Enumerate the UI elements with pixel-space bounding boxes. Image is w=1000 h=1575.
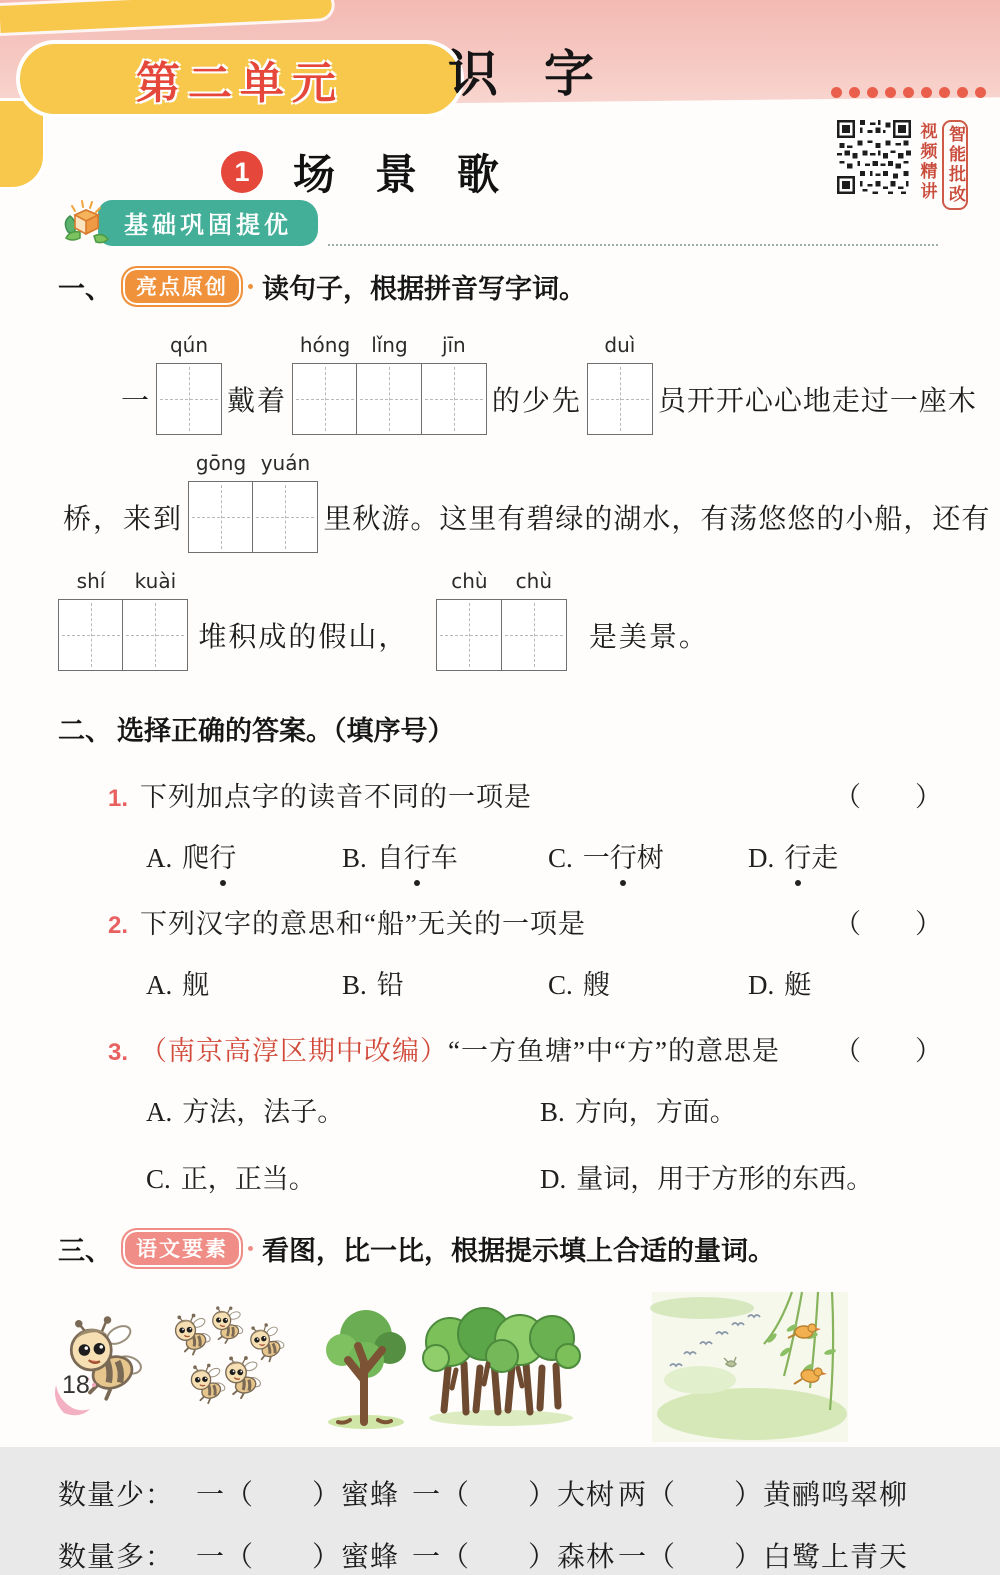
item-text: 下列汉字的意思和“船”无关的一项是 — [140, 909, 586, 939]
writing-grid-shi-kuai — [58, 569, 188, 671]
count-row-few — [58, 1473, 942, 1513]
page-number-text: 18 — [62, 1371, 90, 1399]
item-text: 下列加点字的读音不同的一项是 — [140, 782, 533, 812]
qr-caption-grading: 智能批改 — [942, 120, 968, 210]
category-row — [58, 198, 942, 248]
unit-badge-label: 第二单元 — [136, 59, 344, 108]
option-b: B. 方向，方面。 — [540, 1097, 737, 1127]
banner-title: 识字 — [448, 46, 640, 102]
section-badge: 基础巩固提优 — [98, 200, 318, 246]
page-number — [56, 1369, 108, 1413]
writing-grid-hong-ling-jin — [292, 333, 487, 435]
writing-grid-gong-yuan — [188, 451, 318, 553]
question-3-number: 三、 — [58, 1236, 112, 1266]
fill-item: 一（ ）大树 — [412, 1480, 616, 1511]
question-2-header — [58, 709, 942, 748]
pinyin-label: yuán — [260, 451, 311, 475]
writing-cell — [421, 333, 487, 435]
option-b: B. 自行车 — [342, 836, 548, 875]
option-a: A. 方法，法子。 — [146, 1097, 345, 1127]
option-d: D. 行走 — [748, 836, 942, 875]
pinyin-label: shí — [76, 569, 106, 593]
question-3-header — [58, 1228, 942, 1269]
count-row-many — [58, 1535, 942, 1575]
sentence-text: 是美景。 — [588, 622, 709, 653]
content — [0, 266, 1000, 1575]
sentence-text: 戴着 — [227, 386, 288, 417]
pinyin-label: jīn — [441, 333, 466, 357]
pinyin-label: hóng — [299, 333, 351, 357]
lesson-number-badge: 1 — [221, 151, 263, 193]
item-source: （南京高淳区期中改编） — [140, 1036, 449, 1066]
pinyin-label: chù — [515, 569, 552, 593]
writing-grid-qun — [156, 333, 222, 435]
sentence-text: 的少先 — [491, 386, 582, 417]
writing-grid-chu-chu — [436, 569, 566, 671]
writing-grid-dui — [587, 333, 653, 435]
orioles-willow-egrets-illustration — [652, 1292, 848, 1442]
badge-dot — [248, 284, 253, 289]
lesson-title: 场景歌 — [292, 153, 539, 199]
row-label: 数量少： — [58, 1480, 175, 1511]
fill-item: 一（ ）森林 — [412, 1542, 616, 1573]
decorative-dots — [831, 87, 986, 98]
option-a: A. 爬行 — [146, 836, 342, 875]
fill-item: 一（ ）白鹭上青天 — [618, 1542, 909, 1573]
page-header — [0, 0, 1000, 248]
pinyin-label: chù — [451, 569, 488, 593]
option-d: D. 艇 — [748, 970, 812, 1000]
writing-cell — [58, 569, 124, 671]
illustration-row — [58, 1291, 942, 1443]
q2-item-1-options — [146, 836, 942, 875]
question-1-prompt: 读句子，根据拼音写字词。 — [262, 274, 586, 304]
writing-cell — [292, 333, 358, 435]
lesson-title-row — [0, 142, 720, 202]
writing-cell — [188, 451, 254, 553]
qr-caption-video: 视频精讲 — [917, 122, 937, 202]
sentence-text: 一 — [121, 386, 152, 417]
pinyin-label: lǐng — [371, 333, 408, 357]
writing-cell — [436, 569, 502, 671]
fill-item: 两（ ）黄鹂鸣翠柳 — [618, 1480, 909, 1511]
item-text: “一方鱼塘”中“方”的意思是 — [448, 1036, 780, 1066]
sentence-text: 员开开心心地走过一座木 — [657, 386, 977, 417]
option-c: C. 正，正当。 — [146, 1164, 316, 1194]
q2-item-3-options — [146, 1090, 942, 1196]
fill-item: 一（ ）蜜蜂 — [196, 1480, 400, 1511]
option-c: C. 艘 — [548, 970, 610, 1000]
badge-dot — [248, 1246, 253, 1251]
q2-item-2 — [58, 902, 942, 941]
fill-item: 一（ ）蜜蜂 — [196, 1542, 400, 1573]
question-2-prompt: 选择正确的答案。（填序号） — [117, 716, 455, 746]
sentence-text: 桥，来到 — [63, 504, 184, 535]
option-b: B. 铅 — [342, 970, 404, 1000]
tree-illustration — [320, 1302, 412, 1432]
q1-sentence-line-1 — [58, 333, 977, 435]
question-1-header — [58, 266, 942, 307]
q1-sentence-line-2 — [58, 451, 991, 553]
writing-cell — [156, 333, 222, 435]
dotted-leader — [328, 244, 938, 246]
option-a: A. 舰 — [146, 970, 210, 1000]
writing-cell — [356, 333, 422, 435]
unit-badge — [16, 40, 464, 118]
question-1-number: 一、 — [58, 274, 112, 304]
row-label: 数量多： — [58, 1542, 175, 1573]
answer-bracket: （ ） — [834, 1036, 942, 1066]
pinyin-label: kuài — [134, 569, 177, 593]
item-number: 2. — [108, 912, 129, 939]
question-2-number: 二、 — [58, 716, 112, 746]
option-c: C. 一行树 — [548, 836, 748, 875]
item-number: 3. — [108, 1039, 129, 1066]
option-d: D. 量词，用于方形的东西。 — [540, 1164, 874, 1194]
cube-leaves-sun-icon — [58, 198, 114, 248]
pinyin-label: duì — [604, 333, 636, 357]
answer-bracket: （ ） — [834, 909, 942, 939]
writing-cell — [501, 569, 567, 671]
q2-item-2-options — [146, 963, 942, 1002]
forest-illustration — [422, 1306, 580, 1428]
pinyin-label: gōng — [195, 451, 247, 475]
q1-sentence-line-3 — [58, 569, 942, 671]
writing-cell — [252, 451, 318, 553]
pinyin-label: qún — [169, 333, 209, 357]
sentence-text: 里秋游。这里有碧绿的湖水，有荡悠悠的小船，还有 — [323, 504, 991, 535]
q3-badge: 语文要素 — [121, 1228, 243, 1269]
answer-bracket: （ ） — [834, 782, 942, 812]
qr-block — [837, 120, 968, 210]
writing-cell — [587, 333, 653, 435]
writing-cell — [122, 569, 188, 671]
qr-code-icon — [837, 120, 911, 194]
q2-item-1 — [58, 775, 942, 814]
q2-item-3 — [58, 1029, 942, 1068]
sentence-text: 堆积成的假山， — [198, 622, 409, 653]
question-3-prompt: 看图，比一比，根据提示填上合适的量词。 — [262, 1236, 775, 1266]
item-number: 1. — [108, 785, 129, 812]
q1-badge: 亮点原创 — [121, 266, 243, 307]
